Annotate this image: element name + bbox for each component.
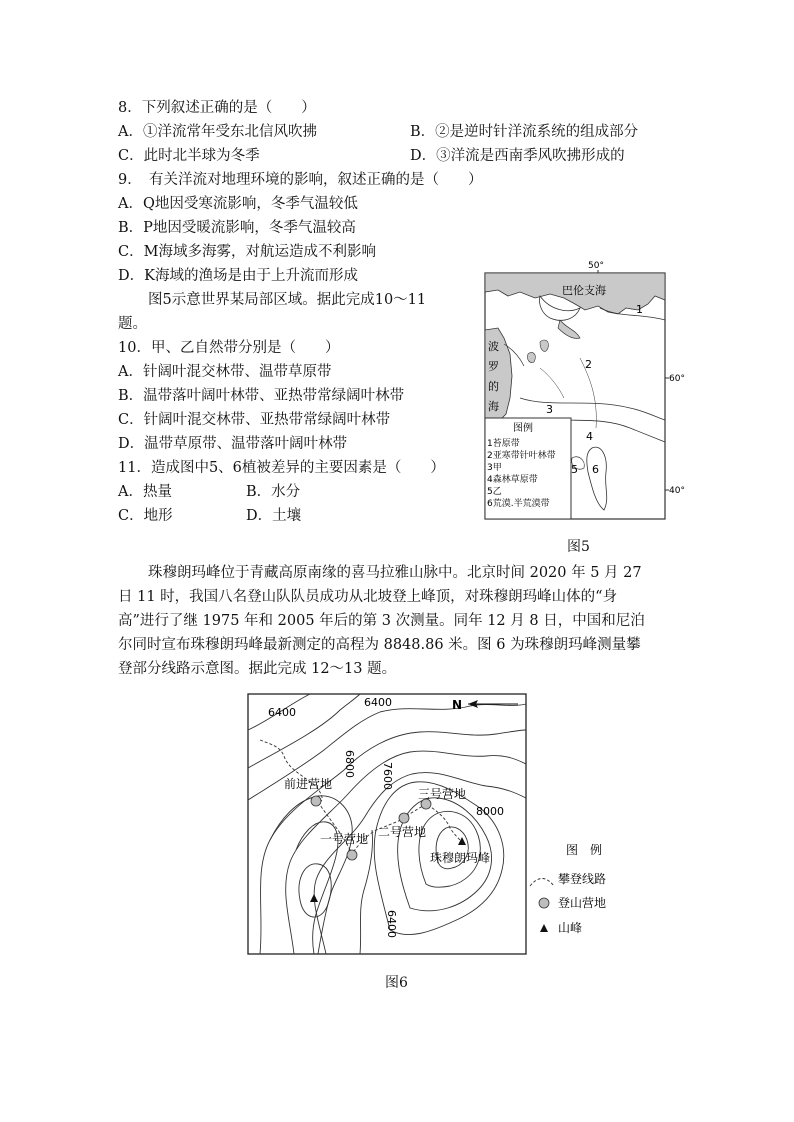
fig5-legend-1: 1苔原带 bbox=[487, 439, 520, 449]
barents-sea-label: 巴伦支海 bbox=[562, 284, 606, 297]
contour-6400-bottom: 6400 bbox=[385, 910, 398, 938]
contour-6400-top-left: 6400 bbox=[268, 706, 296, 719]
fig5-legend-3: 3甲 bbox=[487, 463, 502, 473]
fig5-intro-line2: 题。 bbox=[118, 316, 147, 332]
contour-7600: 7600 bbox=[381, 762, 394, 790]
contour-6800: 6800 bbox=[343, 750, 356, 778]
q10-option-b: B．温带落叶阔叶林带、亚热带常绿阔叶林带 bbox=[118, 388, 405, 404]
lat-40-label: 40° bbox=[669, 486, 685, 496]
figure-5-map bbox=[480, 258, 690, 530]
fig6-legend-camp: 登山营地 bbox=[558, 896, 607, 910]
baltic-sea-char-2: 罗 bbox=[488, 360, 499, 373]
lat-60-label: 60° bbox=[669, 374, 685, 384]
q8-option-a: A．①洋流常年受东北信风吹拂 bbox=[118, 124, 317, 140]
baltic-sea-char-1: 波 bbox=[488, 340, 499, 353]
zone-3-label: 3 bbox=[546, 403, 553, 416]
q8-option-b: B．②是逆时针洋流系统的组成部分 bbox=[410, 124, 639, 140]
zone-2-label: 2 bbox=[585, 358, 592, 371]
camp-1-marker bbox=[347, 850, 357, 860]
fig5-legend-4: 4森林草原带 bbox=[487, 475, 538, 485]
camp-2-label: 二号营地 bbox=[378, 825, 427, 839]
q11-option-b: B．水分 bbox=[246, 484, 301, 500]
camp-2-marker bbox=[399, 813, 409, 823]
fig5-legend-5: 5乙 bbox=[487, 487, 502, 497]
fig6-legend-route: 攀登线路 bbox=[558, 872, 607, 886]
fig6-legend-peak: 山峰 bbox=[558, 921, 583, 935]
zone-6-label: 6 bbox=[592, 463, 599, 476]
peak-legend-symbol bbox=[540, 924, 548, 932]
q9-option-c: C．M海域多海雾，对航运造成不利影响 bbox=[118, 244, 376, 260]
fig5-intro-line1: 图5示意世界某局部区域。据此完成10～11 bbox=[148, 292, 427, 308]
camp-1-label: 一号营地 bbox=[320, 832, 369, 846]
fig5-legend-2: 2亚寒带针叶林带 bbox=[487, 451, 556, 461]
lon-50-label: 50° bbox=[588, 261, 604, 271]
q10-option-a: A．针阔叶混交林带、温带草原带 bbox=[118, 364, 332, 380]
baltic-sea-char-4: 海 bbox=[488, 400, 499, 413]
q8-stem: 8．下列叙述正确的是（ ） bbox=[118, 100, 316, 116]
fig6-legend-title: 图 例 bbox=[566, 843, 603, 857]
q11-option-c: C．地形 bbox=[118, 508, 173, 524]
forward-camp-marker bbox=[311, 796, 321, 806]
forward-camp-label: 前进营地 bbox=[284, 777, 333, 791]
passage-line-1: 珠穆朗玛峰位于青藏高原南缘的喜马拉雅山脉中。北京时间 2020 年 5 月 27 bbox=[148, 565, 642, 581]
fig5-legend-6: 6荒漠.半荒漠带 bbox=[487, 499, 550, 509]
contour-8000: 8000 bbox=[476, 805, 504, 818]
camp-3-label: 三号营地 bbox=[418, 787, 467, 801]
q9-option-d: D．K海域的渔场是由于上升流而形成 bbox=[118, 268, 358, 284]
passage-line-5: 登部分线路示意图。据此完成 12～13 题。 bbox=[118, 661, 397, 677]
zone-5-label: 5 bbox=[571, 463, 578, 476]
passage-line-3: 高”进行了继 1975 年和 2005 年后的第 3 次测量。同年 12 月 8 日，中国和尼泊 bbox=[118, 613, 645, 629]
zone-4-label: 4 bbox=[586, 430, 593, 443]
camp-legend-symbol bbox=[539, 898, 549, 908]
route-legend-symbol bbox=[530, 879, 554, 887]
q9-option-b: B．P地因受暖流影响，冬季气温较高 bbox=[118, 220, 356, 236]
q10-stem: 10．甲、乙自然带分别是（ ） bbox=[118, 340, 340, 356]
q11-option-d: D．土壤 bbox=[246, 508, 302, 524]
north-label: N bbox=[452, 698, 463, 712]
everest-label: 珠穆朗玛峰 bbox=[430, 851, 491, 865]
q10-option-d: D．温带草原带、温带落叶阔叶林带 bbox=[118, 436, 348, 452]
contour-6400-top: 6400 bbox=[364, 696, 392, 709]
zone-1-label: 1 bbox=[636, 303, 643, 316]
fig5-legend-title: 图例 bbox=[513, 423, 533, 434]
q9-option-a: A．Q地因受寒流影响，冬季气温较低 bbox=[118, 196, 358, 212]
passage-line-2: 日 11 时，我国八名登山队队员成功从北坡登上峰顶，对珠穆朗玛峰山体的“身 bbox=[118, 589, 618, 605]
passage-line-4: 尔同时宣布珠穆朗玛峰最新测定的高程为 8848.86 米。图 6 为珠穆朗玛峰测量攀 bbox=[118, 637, 641, 653]
baltic-sea-char-3: 的 bbox=[488, 380, 499, 393]
figure-6-caption: 图6 bbox=[385, 975, 408, 991]
q8-option-d: D．③洋流是西南季风吹拂形成的 bbox=[410, 148, 625, 164]
figure-5-caption: 图5 bbox=[567, 539, 590, 555]
q10-option-c: C．针阔叶混交林带、亚热带常绿阔叶林带 bbox=[118, 412, 391, 428]
figure-6-contour-map bbox=[240, 690, 660, 960]
q11-stem: 11．造成图中5、6植被差异的主要因素是（ ） bbox=[118, 460, 445, 476]
q8-option-c: C．此时北半球为冬季 bbox=[118, 148, 260, 164]
q9-stem: 9． 有关洋流对地理环境的影响，叙述正确的是（ ） bbox=[118, 172, 483, 188]
q11-option-a: A．热量 bbox=[118, 484, 172, 500]
